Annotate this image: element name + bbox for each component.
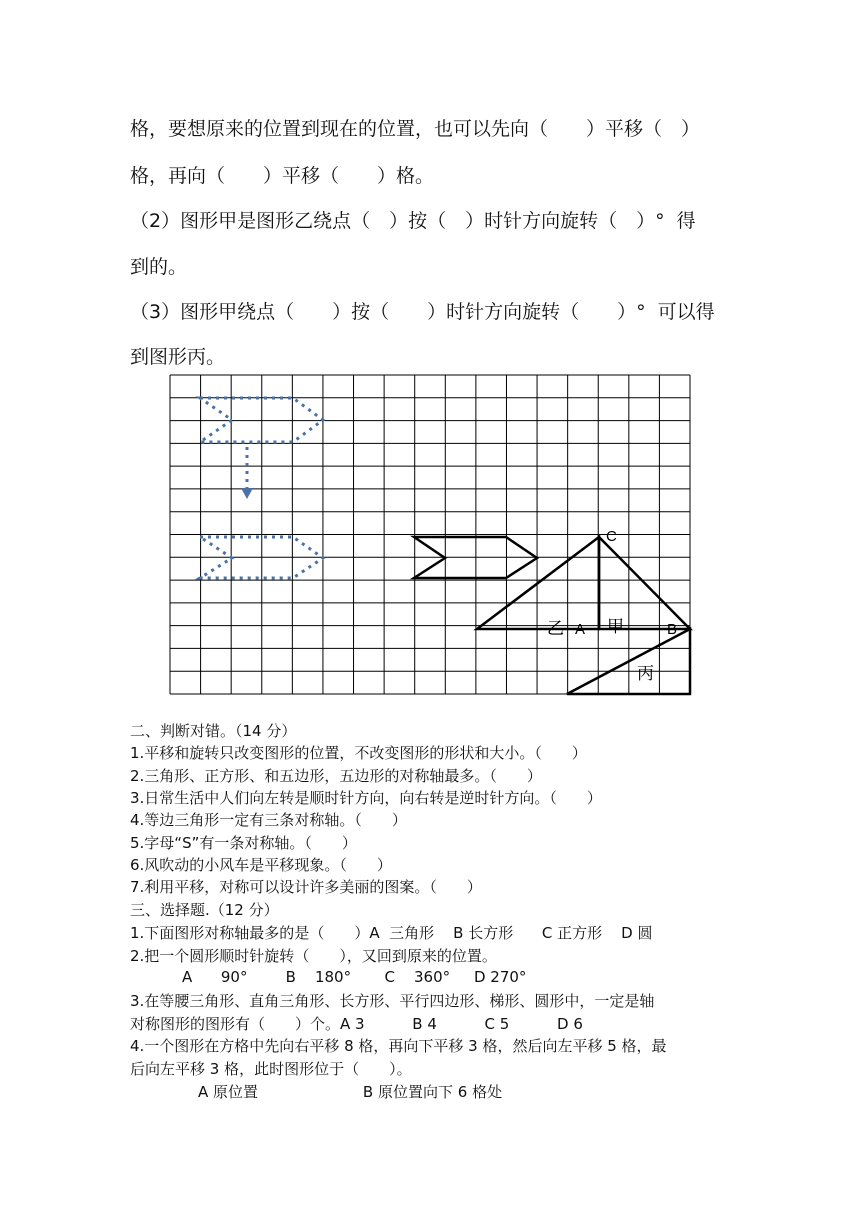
label-a: A — [575, 621, 586, 638]
label-yi: 乙 — [547, 619, 564, 639]
label-jia: 甲 — [607, 617, 624, 637]
section3-q2-options: A 90° B 180° C 360° D 270° — [182, 968, 527, 986]
intro-line-1: 格，要想原来的位置到现在的位置，也可以先向（ ）平移（ ） — [130, 118, 701, 140]
section2-title: 二、判断对错。（14 分） — [130, 722, 297, 740]
section2-item: 6.风吹动的小风车是平移现象。（ ） — [130, 856, 392, 874]
section3-q1: 1.下面图形对称轴最多的是（ ）A 三角形 B 长方形 C 正方形 D 圆 — [130, 924, 653, 942]
section3-q2: 2.把一个圆形顺时针旋转（ ），又回到原来的位置。 — [130, 947, 497, 965]
section2-item: 5.字母“S”有一条对称轴。（ ） — [130, 834, 357, 852]
section3-q3-line1: 3.在等腰三角形、直角三角形、长方形、平行四边形、梯形、圆形中，一定是轴 — [130, 992, 655, 1010]
intro-line-3: （2）图形甲是图形乙绕点（ ）按（ ）时针方向旋转（ ）° 得 — [130, 210, 696, 232]
intro-line-5: （3）图形甲绕点（ ）按（ ）时针方向旋转（ ）° 可以得 — [130, 301, 715, 323]
label-bing: 丙 — [637, 664, 654, 684]
section3-q4-options: A 原位置 B 原位置向下 6 格处 — [198, 1083, 503, 1101]
section3-q3-line2: 对称图形的图形有（ ）个。A 3 B 4 C 5 D 6 — [130, 1015, 583, 1033]
section2-item: 2.三角形、正方形、和五边形，五边形的对称轴最多。（ ） — [130, 767, 542, 785]
section3-q4-line2: 后向左平移 3 格，此时图形位于（ ）。 — [130, 1060, 412, 1078]
triangle-yi — [477, 537, 599, 629]
intro-line-6: 到图形丙。 — [130, 346, 226, 368]
section2-item: 3.日常生活中人们向左转是顺时针方向，向右转是逆时针方向。（ ） — [130, 789, 602, 807]
section2-item: 1.平移和旋转只改变图形的位置，不改变图形的形状和大小。（ ） — [130, 744, 587, 762]
intro-line-2: 格，再向（ ）平移（ ）格。 — [130, 165, 435, 187]
section3-q4-line1: 4.一个图形在方格中先向右平移 8 格，再向下平移 3 格，然后向左平移 5 格，最 — [130, 1037, 667, 1055]
section3-title: 三、选择题.（12 分） — [130, 901, 279, 919]
label-c: C — [606, 528, 617, 545]
section2-item: 4.等边三角形一定有三条对称轴。（ ） — [130, 811, 407, 829]
section2-item: 7.利用平移，对称可以设计许多美丽的图案。（ ） — [130, 878, 482, 896]
intro-line-4: 到的。 — [130, 256, 188, 278]
triangle-jia — [599, 537, 690, 629]
arrow-head-icon — [241, 488, 253, 499]
label-b: B — [667, 621, 678, 638]
